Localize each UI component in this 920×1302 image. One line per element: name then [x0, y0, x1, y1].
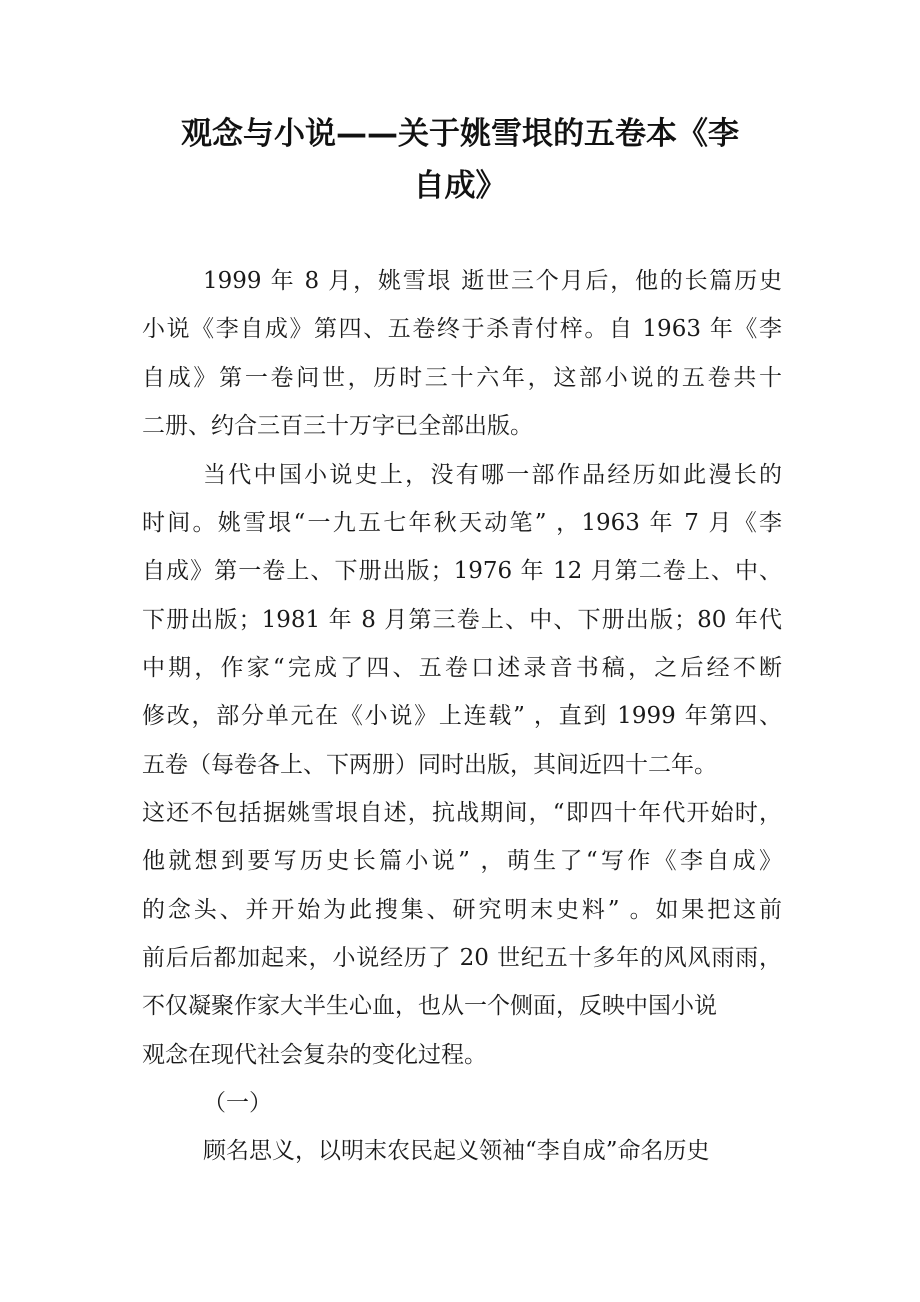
text-line: 不仅凝聚作家大半生心血，也从一个侧面，反映中国小说	[142, 993, 717, 1019]
text-line: 顾名思义，以明末农民起义领袖“李自成”命名历史	[203, 1138, 710, 1164]
text-line: 五卷（每卷各上、下两册）同时出版，其间近四十二年。	[142, 752, 717, 778]
text-line: 下册出版；1981 年 8 月第三卷上、中、下册出版；80 年代	[142, 607, 782, 633]
text-line: 小说《李自成》第四、五卷终于杀青付梓。自 1963 年《李	[142, 316, 782, 342]
text-line: 自成》第一卷上、下册出版；1976 年 12 月第二卷上、中、	[142, 558, 782, 584]
title-line-1: 观念与小说——关于姚雪垠的五卷本《李	[181, 116, 739, 152]
text-line: 自成》第一卷问世，历时三十六年，这部小说的五卷共十	[142, 365, 782, 391]
document-title	[140, 108, 780, 212]
text-line: 中期，作家“完成了四、五卷口述录音书稿，之后经不断	[142, 655, 782, 681]
text-line: 二册、约合三百三十万字已全部出版。	[142, 413, 533, 439]
text-line: 修改，部分单元在《小说》上连载” ，直到 1999 年第四、	[142, 703, 782, 729]
title-line-2: 自成》	[413, 168, 507, 204]
text-line: 的念头、并开始为此搜集、研究明末史料” 。如果把这前	[142, 897, 782, 923]
text-line: 这还不包括据姚雪垠自述，抗战期间，“即四十年代开始时，	[142, 800, 782, 826]
text-line: 观念在现代社会复杂的变化过程。	[142, 1042, 487, 1068]
text-line: 时间。姚雪垠“一九五七年秋天动笔” ，1963 年 7 月《李	[142, 510, 782, 536]
text-line: 当代中国小说史上，没有哪一部作品经历如此漫长的	[203, 462, 782, 488]
text-line: 他就想到要写历史长篇小说” ，萌生了“写作《李自成》	[142, 848, 782, 874]
text-line: 1999 年 8 月，姚雪垠 逝世三个月后，他的长篇历史	[203, 268, 782, 294]
text-line: 前后后都加起来，小说经历了 20 世纪五十多年的风风雨雨，	[142, 945, 782, 971]
section-heading: （一）	[203, 1090, 272, 1116]
